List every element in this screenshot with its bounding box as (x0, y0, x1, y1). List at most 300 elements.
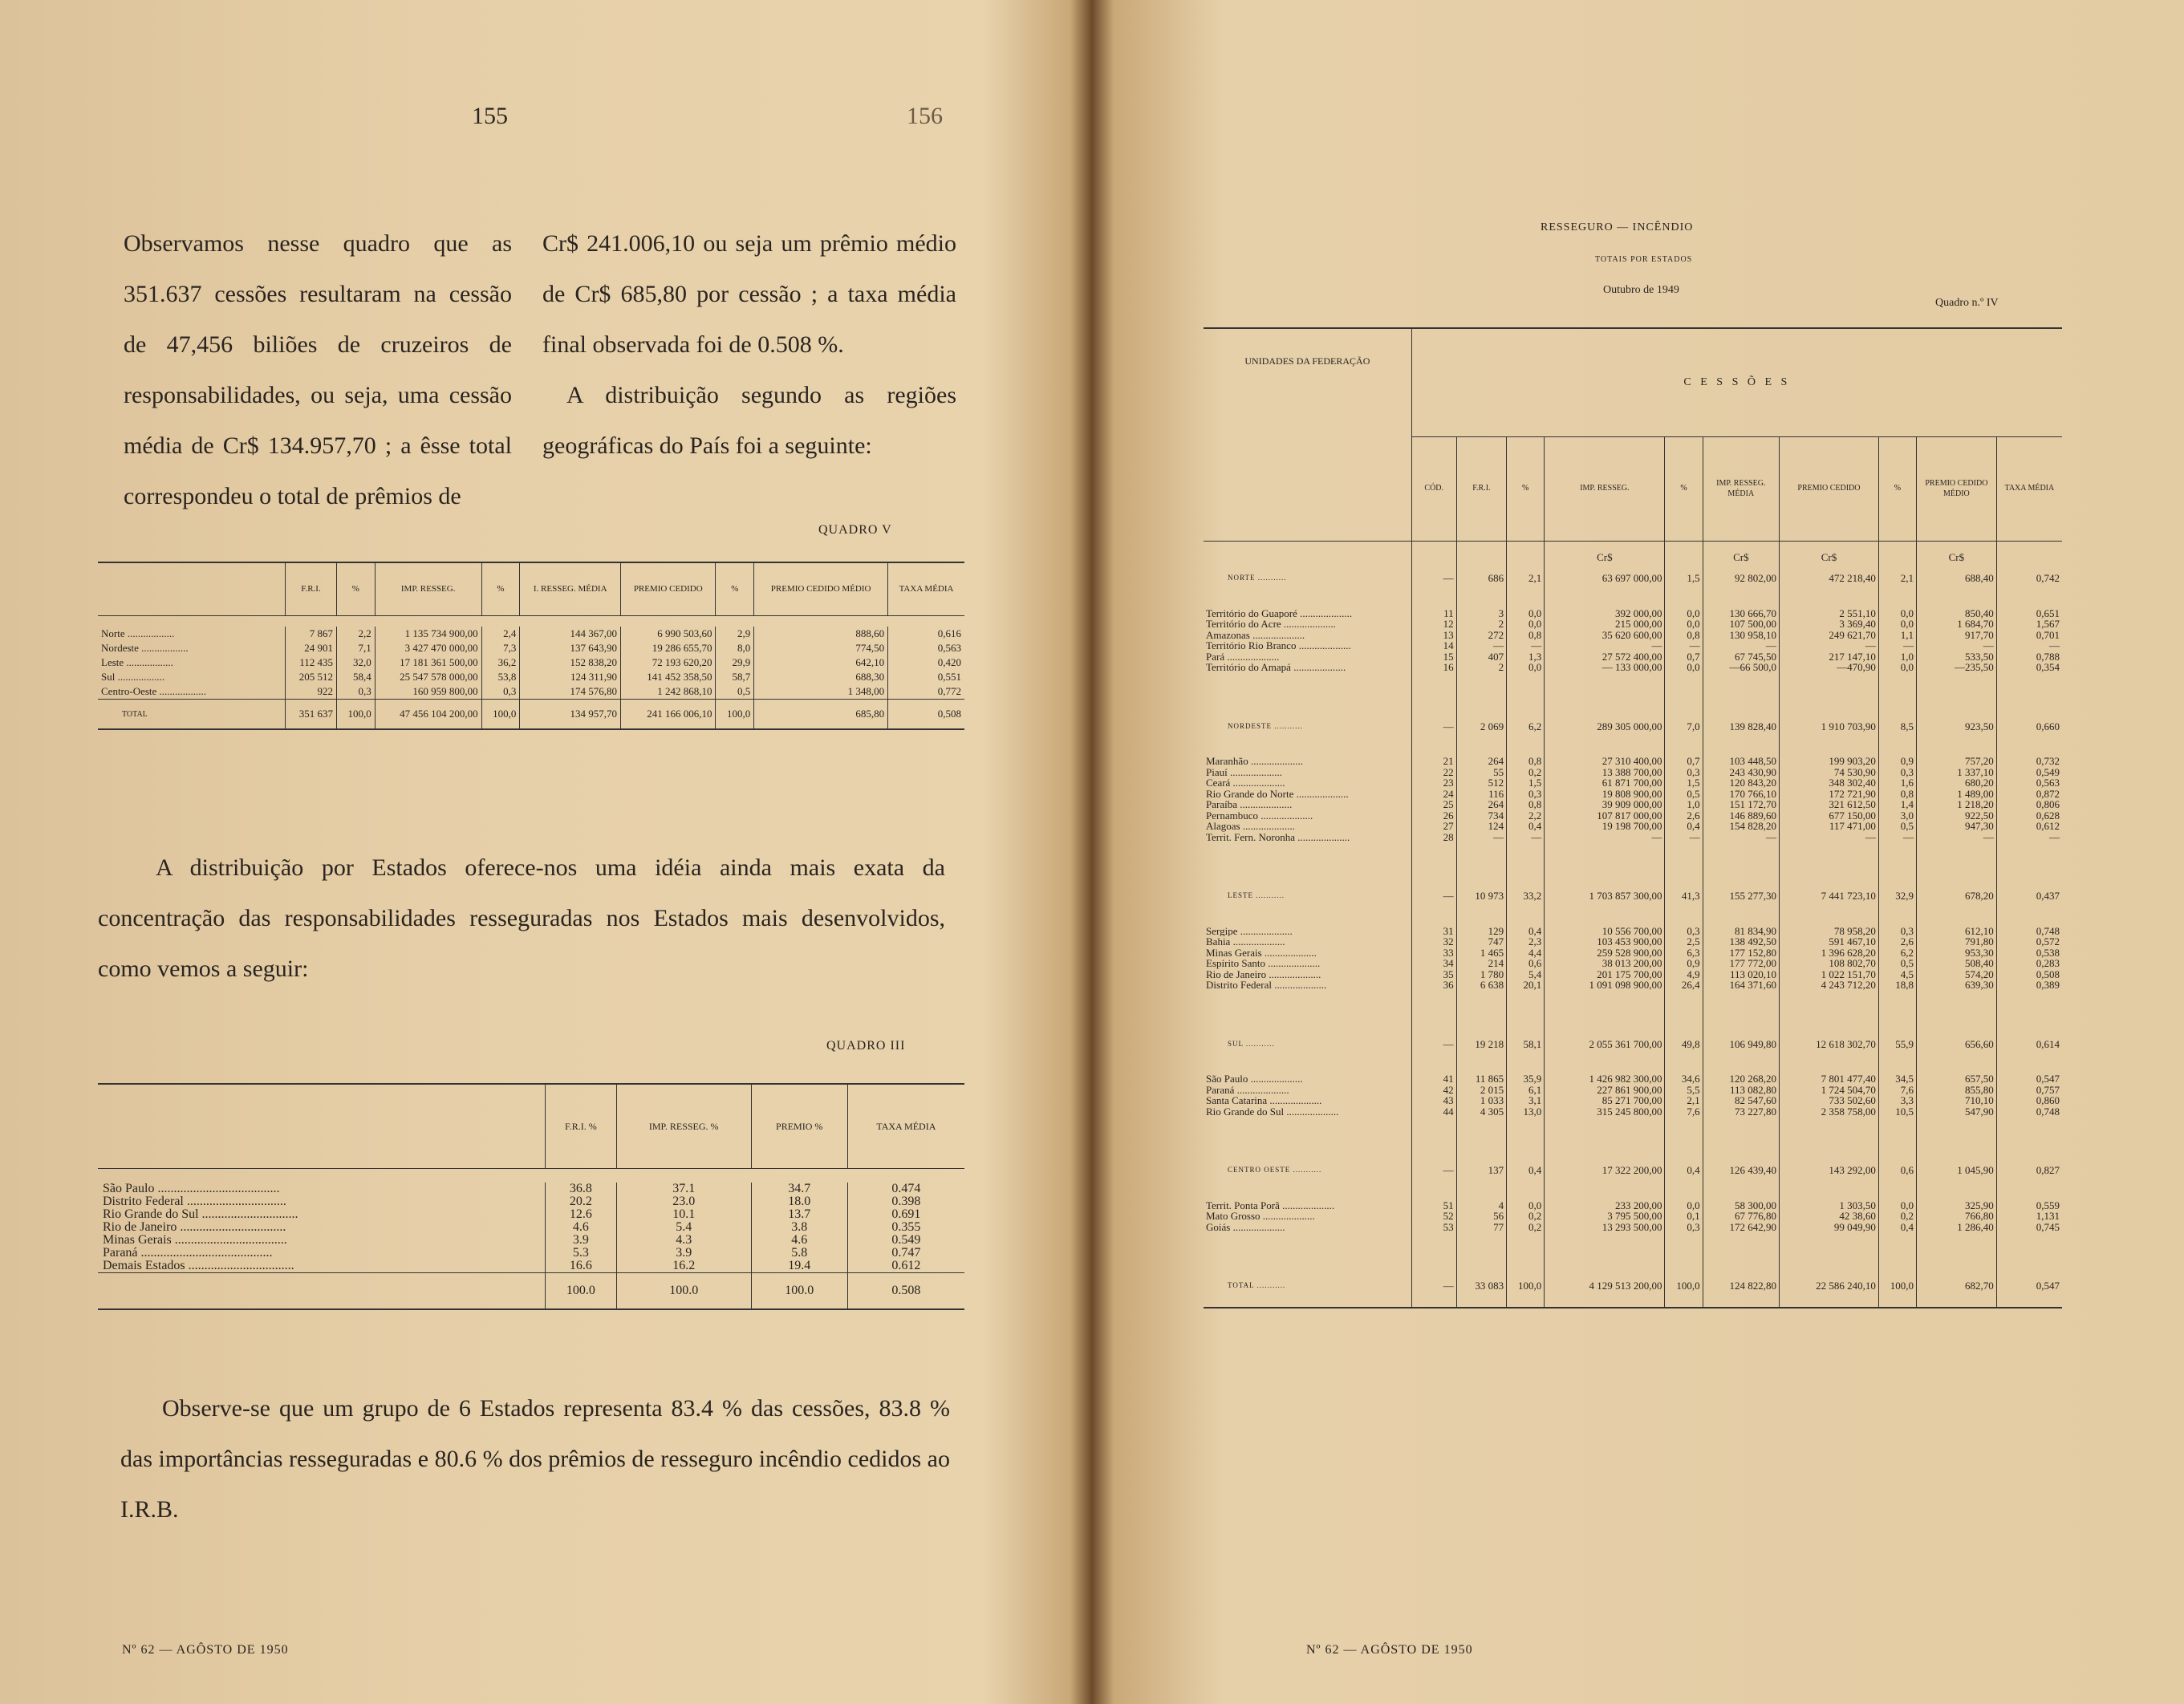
cell-value: 953,30 (1917, 947, 1997, 959)
row-label: Rio Grande do Sul .............................. (103, 1207, 298, 1221)
cell-value: 113 082,80 (1703, 1085, 1779, 1096)
cell-value: 4 (1456, 1200, 1506, 1211)
row-label: Território Rio Branco .................... (1206, 640, 1351, 651)
cell-value: 85 271 700,00 (1545, 1095, 1665, 1106)
cell-value: 3 (1456, 608, 1506, 619)
cell-value: 74 530,90 (1780, 767, 1879, 778)
cell-value: 642,10 (754, 655, 888, 670)
cell-value: 0,8 (1507, 799, 1545, 810)
cell-value (1507, 902, 1545, 926)
cell-value (1780, 1292, 1879, 1308)
table-title: RESSEGURO — INCÊNDIO (1541, 221, 1694, 233)
cell-value: 151 172,70 (1703, 799, 1779, 810)
cell-value: 0,547 (1996, 1280, 2062, 1292)
cell-value: 1,4 (1878, 799, 1916, 810)
cell-value: 1 396 628,20 (1780, 947, 1879, 959)
row-label: Minas Gerais .................... (1206, 947, 1317, 958)
cell-value (1545, 1049, 1665, 1073)
cell-value (1878, 673, 1916, 721)
cell-value (1917, 1049, 1997, 1073)
cell-value: 7 801 477,40 (1780, 1073, 1879, 1085)
cell-value: 3,1 (1507, 1095, 1545, 1106)
row-label: Distrito Federal .................... (1206, 980, 1327, 991)
column-header: % (1665, 436, 1703, 541)
cell-value: 0,757 (1996, 1085, 2062, 1096)
cell-value (1878, 1176, 1916, 1200)
cell-value: — (1411, 891, 1456, 902)
cell-value: 1,6 (1878, 777, 1916, 789)
cell-value: 0,827 (1996, 1165, 2062, 1176)
cell-value: — (1411, 1165, 1456, 1176)
cell-value: 19.4 (751, 1260, 847, 1273)
row-label: LESTE ........... (1228, 891, 1285, 899)
cell-value: 152 838,20 (520, 655, 621, 670)
cell-value: 0,616 (888, 627, 964, 641)
cell-value: 5.4 (616, 1221, 751, 1234)
cell-value: 5.8 (751, 1247, 847, 1260)
table-row (1204, 980, 2062, 991)
cell-value: 325,90 (1917, 1200, 1997, 1211)
cell-value: 26,4 (1665, 980, 1703, 991)
cell-value (1507, 1049, 1545, 1073)
cell-value: 1,1 (1878, 630, 1916, 641)
cell-value: 100,0 (481, 700, 520, 730)
cell-value: 44 (1411, 1106, 1456, 1118)
cell-value: 107 817 000,00 (1545, 810, 1665, 822)
cell-value: 20,1 (1507, 980, 1545, 991)
cell-value: 3 427 470 000,00 (375, 641, 481, 655)
cell-value: — (1996, 640, 2062, 651)
cell-value: 1,131 (1996, 1211, 2062, 1222)
cell-value: 14 (1411, 640, 1456, 651)
cell-value: 112 435 (286, 655, 337, 670)
cell-value: 1 703 857 300,00 (1545, 891, 1665, 902)
cell-value: 34,5 (1878, 1073, 1916, 1085)
cell-value: 51 (1411, 1200, 1456, 1211)
cell-value (1456, 991, 1506, 1039)
cell-value (1665, 584, 1703, 608)
cell-value (1665, 1176, 1703, 1200)
cell-value: 130 958,10 (1703, 630, 1779, 641)
spacer-row (98, 1168, 964, 1183)
cell-value: 0,3 (1665, 1222, 1703, 1233)
cell-value: 0,614 (1996, 1039, 2062, 1050)
cell-value (1456, 732, 1506, 756)
currency-row (1204, 541, 2062, 573)
cell-value: 137 (1456, 1165, 1506, 1176)
row-label: Piauí .................... (1206, 766, 1282, 777)
cell-value: 130 666,70 (1703, 608, 1779, 619)
cell-value: Cr$ (1917, 541, 1997, 573)
row-label: Territ. Ponta Porã .................... (1206, 1199, 1335, 1211)
cell-value: 42 (1411, 1085, 1456, 1096)
cell-value: 0,732 (1996, 756, 2062, 767)
cell-value: Cr$ (1703, 541, 1779, 573)
cell-value: 12 618 302,70 (1780, 1039, 1879, 1050)
cell-value: 117 471,00 (1780, 821, 1879, 832)
cell-value: 214 (1456, 958, 1506, 969)
cell-value: 108 802,70 (1780, 958, 1879, 969)
cell-value (1456, 1176, 1506, 1200)
spacer-row (1204, 673, 2062, 721)
cell-value: 0,559 (1996, 1200, 2062, 1211)
cell-value: 7 441 723,10 (1780, 891, 1879, 902)
cell-value: 170 766,10 (1703, 789, 1779, 800)
cell-value: 49,8 (1665, 1039, 1703, 1050)
cell-value: 19 286 655,70 (621, 641, 716, 655)
table-row (98, 1260, 964, 1273)
table-row (1204, 810, 2062, 822)
cell-value (1878, 1117, 1916, 1165)
row-label: Minas Gerais ................................... (103, 1233, 287, 1247)
cell-value: 0,872 (1996, 789, 2062, 800)
cell-value: 107 500,00 (1703, 619, 1779, 630)
table-row (98, 1195, 964, 1208)
cell-value: 82 547,60 (1703, 1095, 1779, 1106)
cell-value: 1 910 703,90 (1780, 721, 1879, 732)
table-row (98, 1234, 964, 1247)
cell-value: 0.747 (847, 1247, 964, 1260)
cell-value: Cr$ (1545, 541, 1665, 573)
cell-value: — (1665, 832, 1703, 843)
cell-value (1507, 541, 1545, 573)
cell-value: 0,651 (1996, 608, 2062, 619)
table-date: Outubro de 1949 (1603, 284, 1679, 296)
cell-value: 0,4 (1507, 926, 1545, 937)
cell-value: 241 166 006,10 (621, 700, 716, 730)
cell-value (1507, 842, 1545, 891)
cell-value: 656,60 (1917, 1039, 1997, 1050)
cell-value: 855,80 (1917, 1085, 1997, 1096)
cell-value: — (1917, 640, 1997, 651)
cell-value: 41 (1411, 1073, 1456, 1085)
cell-value: 259 528 900,00 (1545, 947, 1665, 959)
cell-value: 155 277,30 (1703, 891, 1779, 902)
page-footer: Nº 62 — AGÔSTO DE 1950 (1306, 1643, 1473, 1657)
cell-value (1780, 673, 1879, 721)
cell-value: 124 311,90 (520, 670, 621, 684)
cell-value: 0,0 (1665, 608, 1703, 619)
cell-value: 774,50 (754, 641, 888, 655)
cell-value: 612,10 (1917, 926, 1997, 937)
row-label: Territ. Fern. Noronha .................... (1206, 831, 1350, 842)
column-header: F.R.I. (286, 562, 337, 615)
spacer-row (1204, 1232, 2062, 1280)
row-label: Pernambuco .................... (1206, 809, 1313, 821)
cell-value: 16.2 (616, 1260, 751, 1273)
cell-value: 52 (1411, 1211, 1456, 1222)
cell-value: 8,0 (716, 641, 754, 655)
cell-value: 2,1 (1665, 1095, 1703, 1106)
cell-value: 4,4 (1507, 947, 1545, 959)
cell-value: 35 (1411, 969, 1456, 980)
cell-value: 4.3 (616, 1234, 751, 1247)
cell-value: 0.612 (847, 1260, 964, 1273)
cell-value: 124 (1456, 821, 1506, 832)
cell-value: 1 286,40 (1917, 1222, 1997, 1233)
cell-value: 1,5 (1665, 573, 1703, 584)
cell-value (1780, 1232, 1879, 1280)
page-number: 155 (472, 103, 508, 129)
cell-value: 0,8 (1665, 630, 1703, 641)
cell-value (1996, 1176, 2062, 1200)
cell-value: 1 218,20 (1917, 799, 1997, 810)
cell-value: 4.6 (546, 1221, 617, 1234)
cell-value: 7,6 (1665, 1106, 1703, 1118)
cell-value: 36,2 (481, 655, 520, 670)
cell-value: 2 069 (1456, 721, 1506, 732)
cell-value: 17 322 200,00 (1545, 1165, 1665, 1176)
cell-value: 0,3 (481, 684, 520, 700)
cell-value: 2 (1456, 662, 1506, 673)
column-header: PREMIO % (751, 1084, 847, 1168)
cell-value (1996, 1232, 2062, 1280)
cell-value (1917, 732, 1997, 756)
cell-value (1780, 991, 1879, 1039)
cell-value (1878, 541, 1916, 573)
column-header: IMP. RESSEG. MÉDIA (1703, 436, 1779, 541)
cell-value (1665, 1049, 1703, 1073)
cell-value: 100,0 (1665, 1280, 1703, 1292)
cell-value: 67 745,50 (1703, 651, 1779, 663)
cell-value (1780, 842, 1879, 891)
cell-value: 1 348,00 (754, 684, 888, 700)
cell-value (1917, 1292, 1997, 1308)
paragraph-4: Observe-se que um grupo de 6 Estados representa 83.4 % das cessões, 83.8 % das importâncias resseguradas e 80.6 % dos prêmios de resseguro incêndio cedidos ao I.R.B. (120, 1395, 950, 1523)
cell-value: 205 512 (286, 670, 337, 684)
column-header: % (716, 562, 754, 615)
cell-value: 0,8 (1507, 630, 1545, 641)
cell-value: 0,748 (1996, 926, 2062, 937)
cell-value: 16 (1411, 662, 1456, 673)
cell-value: 512 (1456, 777, 1506, 789)
cell-value: 34 (1411, 958, 1456, 969)
cell-value: 42 38,60 (1780, 1211, 1879, 1222)
cell-value: 249 621,70 (1780, 630, 1879, 641)
header-unidades: UNIDADES DA FEDERAÇÃO (1244, 355, 1370, 367)
cell-value (1456, 584, 1506, 608)
cell-value: 0,420 (888, 655, 964, 670)
cell-value: 120 843,20 (1703, 777, 1779, 789)
cell-value (1411, 1232, 1456, 1280)
cell-value: 348 302,40 (1780, 777, 1879, 789)
cell-value (1411, 584, 1456, 608)
cell-value: 3.9 (616, 1247, 751, 1260)
quadro3-label: QUADRO III (826, 1039, 906, 1053)
table-row (1204, 789, 2062, 800)
cell-value: 7,6 (1878, 1085, 1916, 1096)
cell-value: 39 909 000,00 (1545, 799, 1665, 810)
cell-value: — (1545, 832, 1665, 843)
cell-value: 0,389 (1996, 980, 2062, 991)
cell-value: 766,80 (1917, 1211, 1997, 1222)
cell-value: 0,9 (1665, 958, 1703, 969)
table-row (98, 655, 964, 670)
cell-value: 72 193 620,20 (621, 655, 716, 670)
cell-value: 1 303,50 (1780, 1200, 1879, 1211)
column-header: PREMIO CEDIDO (1780, 436, 1879, 541)
cell-value: 0,549 (1996, 767, 2062, 778)
table-row (1204, 767, 2062, 778)
cell-value: 1,5 (1665, 777, 1703, 789)
cell-value (1917, 584, 1997, 608)
cell-value: 1,567 (1996, 619, 2062, 630)
cell-value (1703, 732, 1779, 756)
cell-value: 7,0 (1665, 721, 1703, 732)
cell-value: 6 990 503,60 (621, 627, 716, 641)
paragraph-col2 (542, 218, 956, 471)
cell-value: 5,5 (1665, 1085, 1703, 1096)
row-label: Rio Grande do Sul .................... (1206, 1106, 1339, 1117)
cell-value: 0,612 (1996, 821, 2062, 832)
cell-value: 29,9 (716, 655, 754, 670)
cell-value: 19 218 (1456, 1039, 1506, 1050)
cell-value: 243 430,90 (1703, 767, 1779, 778)
cell-value: 4 305 (1456, 1106, 1506, 1118)
cell-value: 947,30 (1917, 821, 1997, 832)
cell-value: 126 439,40 (1703, 1165, 1779, 1176)
cell-value: 53 (1411, 1222, 1456, 1233)
cell-value: — (1780, 832, 1879, 843)
table-row (1204, 947, 2062, 959)
cell-value: 55,9 (1878, 1039, 1916, 1050)
cell-value: 1 033 (1456, 1095, 1506, 1106)
table-row (1204, 662, 2062, 673)
table-row (1204, 1200, 2062, 1211)
cell-value: 18.0 (751, 1195, 847, 1208)
row-label: Maranhão .................... (1206, 756, 1303, 767)
cell-value: 227 861 900,00 (1545, 1085, 1665, 1096)
cell-value: 13 293 500,00 (1545, 1222, 1665, 1233)
cell-value: — (1917, 832, 1997, 843)
table-row (98, 1221, 964, 1234)
region-row (1204, 1039, 2062, 1050)
cell-value: 31 (1411, 926, 1456, 937)
row-label: SUL ........... (1228, 1039, 1275, 1048)
cell-value: 591 467,10 (1780, 936, 1879, 947)
cell-value: 10 973 (1456, 891, 1506, 902)
cell-value: 0,572 (1996, 936, 2062, 947)
cell-value: 1 426 982 300,00 (1545, 1073, 1665, 1085)
cell-value: 677 150,00 (1780, 810, 1879, 822)
cell-value: 1 337,10 (1917, 767, 1997, 778)
cell-value: 100.0 (616, 1273, 751, 1310)
cell-value: 1 045,90 (1917, 1165, 1997, 1176)
cell-value: 0,0 (1507, 608, 1545, 619)
cell-value: 2 015 (1456, 1085, 1506, 1096)
table-row (1204, 799, 2062, 810)
cell-value: — (1456, 832, 1506, 843)
cell-value (1507, 1292, 1545, 1308)
cell-value: 0,788 (1996, 651, 2062, 663)
cell-value: 32,0 (336, 655, 375, 670)
cell-value: 15 (1411, 651, 1456, 663)
cell-value: 201 175 700,00 (1545, 969, 1665, 980)
cell-value: 33 (1411, 947, 1456, 959)
cell-value: 0,3 (1878, 767, 1916, 778)
region-row (1204, 891, 2062, 902)
cell-value: 922 (286, 684, 337, 700)
cell-value: 0,0 (1507, 1200, 1545, 1211)
row-label: Goiás .................... (1206, 1221, 1285, 1232)
cell-value: 0,745 (1996, 1222, 2062, 1233)
cell-value: 47 456 104 200,00 (375, 700, 481, 730)
cell-value: 0,538 (1996, 947, 2062, 959)
cell-value: 6,3 (1665, 947, 1703, 959)
table-row (1204, 1211, 2062, 1222)
cell-value: 172 642,90 (1703, 1222, 1779, 1233)
cell-value (1411, 732, 1456, 756)
cell-value: 27 572 400,00 (1545, 651, 1665, 663)
paragraph-col2-2: A distribuição segundo as regiões geográficas do País foi a seguinte: (542, 382, 956, 459)
cell-value: 3 795 500,00 (1545, 1211, 1665, 1222)
cell-value (1780, 1049, 1879, 1073)
cell-value: — (1780, 640, 1879, 651)
cell-value (1703, 902, 1779, 926)
cell-value: 5.3 (546, 1247, 617, 1260)
cell-value: 23.0 (616, 1195, 751, 1208)
cell-value (1545, 842, 1665, 891)
cell-value: 508,40 (1917, 958, 1997, 969)
row-label (1204, 991, 1411, 1039)
cell-value: 160 959 800,00 (375, 684, 481, 700)
spacer-row (1204, 1117, 2062, 1165)
cell-value: 2 (1456, 619, 1506, 630)
cell-value: 77 (1456, 1222, 1506, 1233)
cell-value: 116 (1456, 789, 1506, 800)
cell-value: 0,1 (1665, 1211, 1703, 1222)
cell-value (1996, 541, 2062, 573)
cell-value (1996, 584, 2062, 608)
spacer-row (1204, 1292, 2062, 1308)
cell-value (1703, 842, 1779, 891)
cell-value: 1 489,00 (1917, 789, 1997, 800)
cell-value (1545, 991, 1665, 1039)
table-row (1204, 936, 2062, 947)
cell-value: 0,701 (1996, 630, 2062, 641)
row-label: NORDESTE ........... (1228, 721, 1303, 730)
cell-value: 533,50 (1917, 651, 1997, 663)
cell-value: 35 620 600,00 (1545, 630, 1665, 641)
cell-value: 19 808 900,00 (1545, 789, 1665, 800)
row-label: Demais Estados ................................. (103, 1259, 294, 1272)
cell-value: 6,2 (1507, 721, 1545, 732)
cell-value: 33,2 (1507, 891, 1545, 902)
header-region (98, 562, 286, 615)
table-row (1204, 640, 2062, 651)
cell-value: 1,0 (1878, 651, 1916, 663)
cell-value: 0,3 (1665, 926, 1703, 937)
cell-value: 1 242 868,10 (621, 684, 716, 700)
table-row (1204, 969, 2062, 980)
row-label: Território do Guaporé .................... (1206, 607, 1353, 619)
cell-value (1917, 842, 1997, 891)
cell-value: 289 305 000,00 (1545, 721, 1665, 732)
row-label (1204, 902, 1411, 926)
cell-value: 0,3 (1507, 789, 1545, 800)
cell-value: 124 822,80 (1703, 1280, 1779, 1292)
cell-value (1665, 1232, 1703, 1280)
cell-value: 24 (1411, 789, 1456, 800)
cell-value: 16.6 (546, 1260, 617, 1273)
column-header: PREMIO CEDIDO MÉDIO (754, 562, 888, 615)
cell-value (1665, 902, 1703, 926)
cell-value: 0.691 (847, 1208, 964, 1221)
cell-value (1996, 991, 2062, 1039)
cell-value: 137 643,90 (520, 641, 621, 655)
column-header: I. RESSEG. MÉDIA (520, 562, 621, 615)
cell-value (1545, 1232, 1665, 1280)
